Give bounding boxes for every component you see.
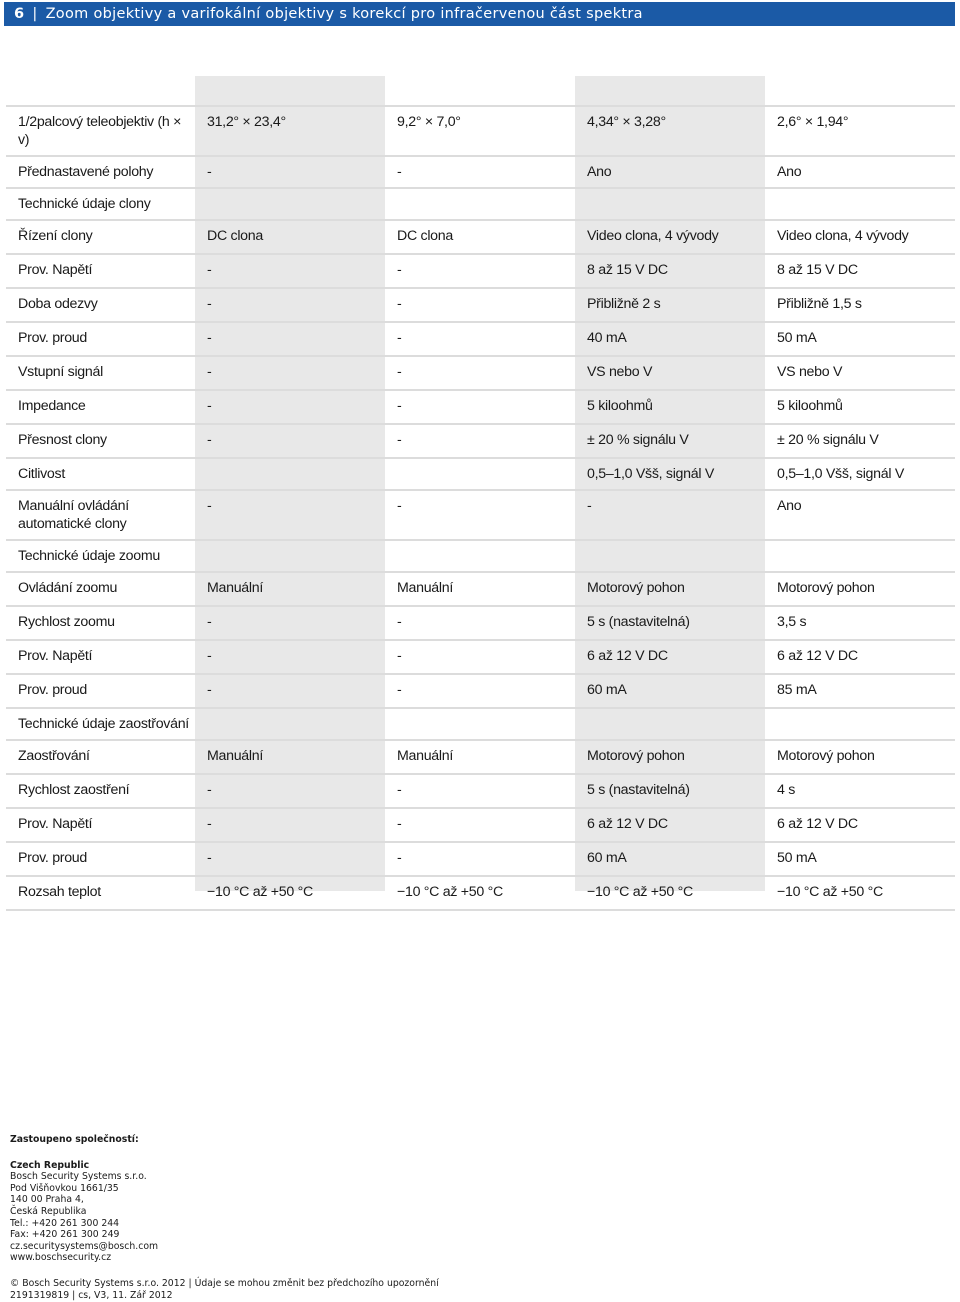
value-cell-4: Motorový pohon (777, 580, 875, 596)
value-cell-3: 60 mA (587, 682, 627, 698)
row-label: Prov. proud (18, 330, 87, 346)
value-cell-3: 40 mA (587, 330, 627, 346)
value-cell-2: Manuální (397, 580, 453, 596)
value-cell-3: 6 až 12 V DC (587, 648, 668, 664)
row-label: Manuální ovládání automatické clony (18, 498, 129, 532)
value-cell-4 (765, 541, 955, 571)
value-cell-2: - (397, 498, 402, 514)
row-label: Přesnost clony (18, 432, 107, 448)
header-separator: | (32, 6, 38, 22)
value-cell-2: - (397, 648, 402, 664)
value-cell-2: Manuální (397, 748, 453, 764)
value-cell-1: - (207, 432, 212, 448)
value-cell-3: VS nebo V (587, 364, 653, 380)
value-cell-2 (385, 541, 575, 571)
row-label: Technické údaje clony (18, 196, 151, 212)
value-cell-4: 2,6° × 1,94° (777, 114, 849, 130)
table-row (6, 219, 955, 253)
value-cell-4: 85 mA (777, 682, 817, 698)
value-cell-1: DC clona (207, 228, 263, 244)
row-label: Rozsah teplot (18, 884, 101, 900)
value-cell-3: 60 mA (587, 850, 627, 866)
value-cell-3: 5 s (nastavitelná) (587, 782, 690, 798)
value-cell-2: - (397, 296, 402, 312)
row-label: Řízení clony (18, 228, 93, 244)
table-row (6, 639, 955, 673)
row-label: Prov. proud (18, 850, 87, 866)
value-cell-1: - (207, 782, 212, 798)
value-cell-1: - (207, 164, 212, 180)
table-row (6, 423, 955, 457)
value-cell-3: ± 20 % signálu V (587, 432, 689, 448)
value-cell-1 (195, 459, 385, 489)
row-label: Rychlost zoomu (18, 614, 115, 630)
phone-line: Tel.: +420 261 300 244 (10, 1217, 120, 1229)
table-row (6, 539, 955, 571)
table-row (6, 187, 955, 219)
value-cell-4: ± 20 % signálu V (777, 432, 879, 448)
row-label: Doba odezvy (18, 296, 98, 312)
table-row (6, 673, 955, 707)
email-line: cz.securitysystems@bosch.com (10, 1240, 159, 1252)
table-row (6, 489, 955, 539)
value-cell-2 (385, 459, 575, 489)
table-body (6, 105, 955, 911)
footer-contact (10, 1134, 158, 1264)
row-label: Technické údaje zaostřování (18, 716, 189, 732)
value-cell-2: - (397, 262, 402, 278)
value-cell-1: - (207, 816, 212, 832)
row-label: Prov. Napětí (18, 816, 93, 832)
page-number: 6 (14, 6, 25, 22)
value-cell-3: 6 až 12 V DC (587, 816, 668, 832)
represented-by-label: Zastoupeno společností: (10, 1134, 139, 1145)
document-info: 2191319819 | cs, V3, 11. Zář 2012 (10, 1289, 173, 1301)
row-label: 1/2palcový teleobjektiv (h × v) (18, 114, 182, 148)
value-cell-2: DC clona (397, 228, 453, 244)
table-row (6, 875, 955, 911)
row-label: Prov. Napětí (18, 262, 93, 278)
value-cell-4: Ano (777, 498, 802, 514)
value-cell-1: - (207, 614, 212, 630)
value-cell-2: - (397, 782, 402, 798)
value-cell-1: Manuální (207, 748, 263, 764)
address-line: Česká Republika (10, 1205, 87, 1217)
value-cell-2: - (397, 330, 402, 346)
page-title: Zoom objektivy a varifokální objektivy s korekcí pro infračervenou část spektra (45, 6, 643, 22)
value-cell-1 (195, 709, 385, 739)
value-cell-3 (575, 189, 765, 219)
value-cell-1: - (207, 498, 212, 514)
row-label: Technické údaje zoomu (18, 548, 160, 564)
value-cell-4: VS nebo V (777, 364, 843, 380)
value-cell-1: - (207, 262, 212, 278)
value-cell-3: 0,5–1,0 Všš, signál V (587, 466, 714, 482)
value-cell-1 (195, 189, 385, 219)
country-label: Czech Republic (10, 1159, 90, 1171)
table-row (6, 773, 955, 807)
value-cell-4: Ano (777, 164, 802, 180)
value-cell-2 (385, 709, 575, 739)
value-cell-1: - (207, 364, 212, 380)
row-label: Prov. proud (18, 682, 87, 698)
value-cell-4: 0,5–1,0 Všš, signál V (777, 466, 904, 482)
table-row (6, 841, 955, 875)
table-row (6, 389, 955, 423)
table-row (6, 739, 955, 773)
value-cell-3: Motorový pohon (587, 580, 685, 596)
fax-line: Fax: +420 261 300 249 (10, 1229, 120, 1241)
value-cell-4: −10 °C až +50 °C (777, 884, 883, 900)
value-cell-4: Video clona, 4 vývody (777, 228, 909, 244)
value-cell-1: - (207, 850, 212, 866)
value-cell-2: - (397, 682, 402, 698)
value-cell-3: 8 až 15 V DC (587, 262, 668, 278)
value-cell-2: - (397, 614, 402, 630)
table-row (6, 807, 955, 841)
value-cell-3: 5 s (nastavitelná) (587, 614, 690, 630)
value-cell-1: - (207, 398, 212, 414)
value-cell-3: Přibližně 2 s (587, 296, 661, 312)
table-row (6, 155, 955, 187)
website-line: www.boschsecurity.cz (10, 1252, 112, 1264)
value-cell-3: −10 °C až +50 °C (587, 884, 693, 900)
value-cell-2: 9,2° × 7,0° (397, 114, 461, 130)
row-label: Rychlost zaostření (18, 782, 130, 798)
value-cell-1: 31,2° × 23,4° (207, 114, 286, 130)
value-cell-3: - (587, 498, 592, 514)
value-cell-1: −10 °C až +50 °C (207, 884, 313, 900)
table-row (6, 605, 955, 639)
value-cell-2: - (397, 816, 402, 832)
value-cell-4: 3,5 s (777, 614, 807, 630)
value-cell-4 (765, 189, 955, 219)
value-cell-3 (575, 541, 765, 571)
value-cell-4: Přibližně 1,5 s (777, 296, 862, 312)
table-row (6, 321, 955, 355)
value-cell-1: - (207, 330, 212, 346)
value-cell-2: - (397, 364, 402, 380)
address-line: Bosch Security Systems s.r.o. (10, 1171, 147, 1183)
row-label: Impedance (18, 398, 86, 414)
table-row (6, 707, 955, 739)
table-row (6, 355, 955, 389)
value-cell-2: - (397, 432, 402, 448)
value-cell-4: 4 s (777, 782, 796, 798)
value-cell-3: 4,34° × 3,28° (587, 114, 666, 130)
address-line: 140 00 Praha 4, (10, 1194, 84, 1206)
table-header-row (6, 76, 955, 105)
row-label: Ovládání zoomu (18, 580, 118, 596)
footer-legal (10, 1278, 439, 1301)
table-row (6, 253, 955, 287)
value-cell-2: −10 °C až +50 °C (397, 884, 503, 900)
table-row (6, 105, 955, 155)
row-label: Citlivost (18, 466, 65, 482)
value-cell-1: Manuální (207, 580, 263, 596)
row-label: Přednastavené polohy (18, 164, 154, 180)
value-cell-4: Motorový pohon (777, 748, 875, 764)
value-cell-1: - (207, 296, 212, 312)
value-cell-1: - (207, 682, 212, 698)
value-cell-4 (765, 709, 955, 739)
value-cell-3: Ano (587, 164, 612, 180)
value-cell-4: 50 mA (777, 330, 817, 346)
value-cell-3: Video clona, 4 vývody (587, 228, 719, 244)
value-cell-2: - (397, 398, 402, 414)
specifications-table (6, 76, 955, 911)
value-cell-2: - (397, 850, 402, 866)
row-label: Prov. Napětí (18, 648, 93, 664)
value-cell-4: 6 až 12 V DC (777, 648, 858, 664)
value-cell-4: 50 mA (777, 850, 817, 866)
address-line: Pod Višňovkou 1661/35 (10, 1182, 119, 1194)
value-cell-4: 6 až 12 V DC (777, 816, 858, 832)
table-row (6, 287, 955, 321)
value-cell-3: Motorový pohon (587, 748, 685, 764)
value-cell-3 (575, 709, 765, 739)
page-header (4, 2, 955, 26)
value-cell-2 (385, 189, 575, 219)
copyright-text: © Bosch Security Systems s.r.o. 2012 | Údaje se mohou změnit bez předchozího upozornění (10, 1278, 439, 1289)
table-row (6, 457, 955, 489)
row-label: Vstupní signál (18, 364, 103, 380)
table-row (6, 571, 955, 605)
value-cell-4: 8 až 15 V DC (777, 262, 858, 278)
row-label: Zaostřování (18, 748, 90, 764)
value-cell-4: 5 kiloohmů (777, 398, 843, 414)
value-cell-2: - (397, 164, 402, 180)
value-cell-3: 5 kiloohmů (587, 398, 653, 414)
value-cell-1: - (207, 648, 212, 664)
value-cell-1 (195, 541, 385, 571)
